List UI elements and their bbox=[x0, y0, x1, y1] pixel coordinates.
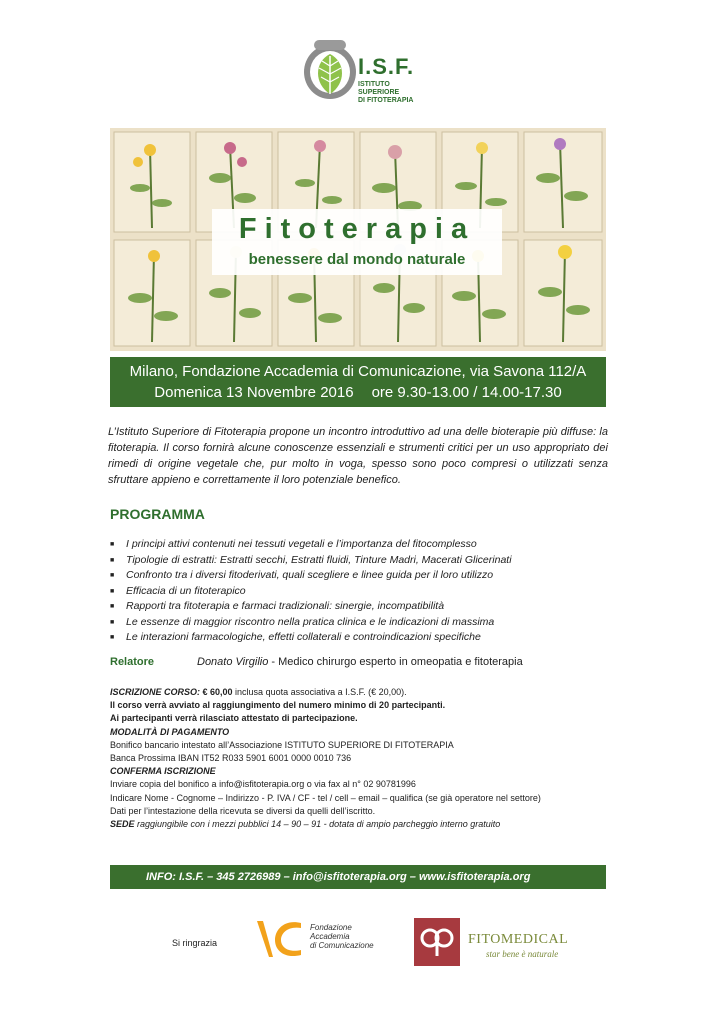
banner-title-box bbox=[212, 209, 502, 275]
list-item: ■ Tipologie di estratti: Estratti secchi, Estratti fluidi, Tinture Madri, Macerati Glicerinati bbox=[110, 553, 610, 569]
payment-line-1: Bonifico bancario intestato all’Associazione ISTITUTO SUPERIORE DI FITOTERAPIA bbox=[110, 739, 454, 750]
list-item: ■ Efficacia di un fitoterapico bbox=[110, 584, 610, 600]
event-hours: ore 9.30-13.00 / 14.00-17.30 bbox=[371, 384, 562, 401]
venue-label: SEDE bbox=[110, 819, 135, 830]
fondazione-accademia-logo bbox=[255, 913, 395, 963]
contact-info-bar: INFO: I.S.F. – 345 2726989 – info@isfitoterapia.org – www.isfitoterapia.org bbox=[110, 865, 606, 889]
list-item: ■ Confronto tra i diversi fitoderivati, quali scegliere e linee guida per il loro utilizzo bbox=[110, 568, 610, 584]
logo-subtitle: ISTITUTO SUPERIORE DI FITOTERAPIA bbox=[358, 81, 414, 104]
fac-logo-icon bbox=[255, 913, 311, 963]
event-info-bar bbox=[110, 357, 606, 407]
program-title: PROGRAMMA bbox=[110, 506, 205, 522]
list-item: ■ I principi attivi contenuti nei tessuti vegetali e l’importanza del fitocomplesso bbox=[110, 537, 610, 553]
speaker-name: Donato Virgilio bbox=[197, 656, 269, 668]
event-location: Milano, Fondazione Accademia di Comunicazione, via Savona 112/A bbox=[129, 363, 587, 380]
confirmation-line-3: Dati per l’intestazione della ricevuta se diversi da quelli dell’iscritto. bbox=[110, 805, 376, 816]
confirmation-label: CONFERMA ISCRIZIONE bbox=[110, 766, 216, 777]
registration-price-line bbox=[110, 686, 610, 699]
payment-label: MODALITÀ DI PAGAMENTO bbox=[110, 726, 230, 737]
fitomedical-name: FITOMEDICAL bbox=[468, 932, 569, 947]
list-item: ■ Rapporti tra fitoterapia e farmaci tradizionali: sinergie, incompatibilità bbox=[110, 599, 610, 615]
fitomedical-tagline: star bene è naturale bbox=[486, 949, 559, 959]
speaker-description: - Medico chirurgo esperto in omeopatia e fitoterapia bbox=[268, 656, 523, 668]
registration-label: ISCRIZIONE CORSO: bbox=[110, 687, 201, 697]
thanks-label: Si ringrazia bbox=[172, 938, 218, 948]
isf-logo bbox=[300, 40, 430, 120]
list-item: ■ Le essenze di maggior riscontro nella pratica clinica e le indicazioni di massima bbox=[110, 615, 610, 631]
registration-price: € 60,00 bbox=[200, 687, 233, 697]
banner-title: Fitoterapia bbox=[238, 213, 476, 245]
speaker-label: Relatore bbox=[110, 656, 155, 668]
venue-text: raggiungibile con i mezzi pubblici 14 – 90 – 91 - dotata di ampio parcheggio interno gratuito bbox=[134, 819, 501, 830]
leaf-logo-icon bbox=[300, 40, 358, 100]
confirmation-line-1: Inviare copia del bonifico a info@isfitoterapia.org o via fax al n° 02 90781996 bbox=[110, 779, 416, 790]
minimum-participants-line: Il corso verrà avviato al raggiungimento del numero minimo di 20 partecipanti. bbox=[110, 700, 446, 711]
fitomedical-logo bbox=[414, 918, 574, 968]
program-list bbox=[110, 537, 610, 646]
venue-line bbox=[110, 818, 610, 831]
intro-paragraph: L’Istituto Superiore di Fitoterapia propone un incontro introduttivo ad una delle bioterapie più diffuse: la fitoterapia. Il corso fornirà alcune conoscenze essenziali e strumenti critici per un uso appropriato dei rimedi di origine vegetale che, pur molto in voga, spesso sono poco compresi o utilizzati senza sfruttare appieno e correttamente il loro potenziale benefico. bbox=[108, 426, 608, 486]
registration-details bbox=[110, 686, 610, 831]
logo-name: I.S.F. bbox=[358, 54, 415, 79]
fitomedical-mark bbox=[414, 918, 460, 966]
event-datetime bbox=[110, 382, 606, 403]
payment-iban: Banca Prossima IBAN IT52 R033 5901 6001 0000 0010 736 bbox=[110, 753, 352, 764]
banner-subtitle: benessere dal mondo naturale bbox=[248, 251, 466, 268]
speaker-info bbox=[197, 656, 523, 668]
list-item: ■ Le interazioni farmacologiche, effetti collaterali e controindicazioni specifiche bbox=[110, 630, 610, 646]
confirmation-line-2: Indicare Nome - Cognome – Indirizzo - P. IVA / CF - tel / cell – email – qualifica (se già operatore nel settore) bbox=[110, 792, 541, 803]
certificate-line: Ai partecipanti verrà rilasciato attestato di partecipazione. bbox=[110, 713, 358, 724]
registration-note: inclusa quota associativa a I.S.F. (€ 20,00). bbox=[232, 687, 407, 697]
fac-logo-text: Fondazione Accademia di Comunicazione bbox=[310, 923, 374, 950]
event-date: Domenica 13 Novembre 2016 bbox=[154, 384, 354, 401]
leaf-pair-icon bbox=[414, 918, 460, 966]
